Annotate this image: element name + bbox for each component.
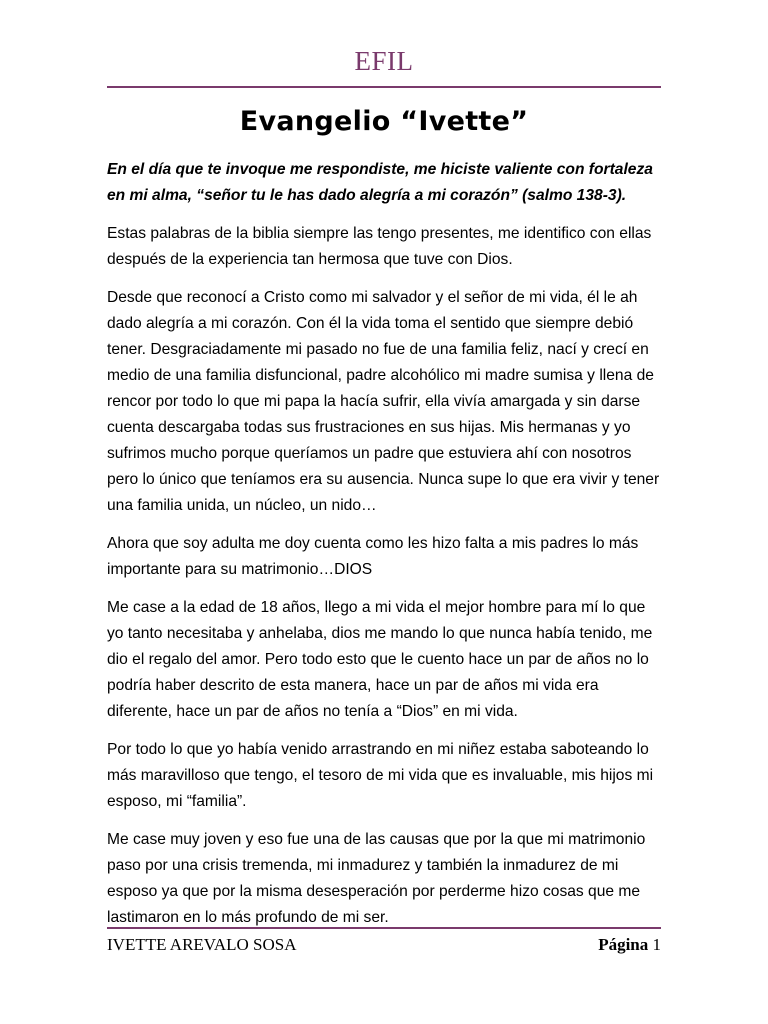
- document-body: [107, 157, 663, 943]
- footer-divider: [107, 927, 661, 929]
- page-label: Página: [598, 935, 649, 954]
- paragraph-5: Por todo lo que yo había venido arrastrando en mi niñez estaba saboteando lo más maravilloso que tengo, el tesoro de mi vida que es invaluable, mis hijos mi esposo, mi “familia”.: [107, 741, 654, 810]
- paragraph-6: Me case muy joven y eso fue una de las causas que por la que mi matrimonio paso por una crisis tremenda, mi inmadurez y también la inmadurez de mi esposo ya que por la misma desesperación por perderme hizo cosas que me lastimaron en lo más profundo de mi ser.: [107, 831, 646, 926]
- document-title: Evangelio “Ivette”: [239, 106, 529, 137]
- page-number: 1: [652, 935, 661, 954]
- footer-page-indicator: [598, 935, 661, 955]
- document-header-title: EFIL: [354, 46, 414, 76]
- footer-author: IVETTE AREVALO SOSA: [107, 935, 297, 954]
- paragraph-2: Desde que reconocí a Cristo como mi salvador y el señor de mi vida, él le ah dado alegría a mi corazón. Con él la vida toma el sentido que siempre debió tener. Desgraciadamente mi pasado no fue de una familia feliz, nací y crecí en medio de una familia disfuncional, padre alcohólico mi madre sumisa y llena de rencor por todo lo que mi papa la hacía sufrir, ella vivía amargada y sin darse cuenta descargaba todas sus frustraciones en sus hijas. Mis hermanas y yo sufrimos mucho porque queríamos un padre que estuviera ahí con nosotros pero lo único que teníamos era su ausencia. Nunca supe lo que era vivir y tener una familia unida, un núcleo, un nido…: [107, 289, 660, 514]
- paragraph-3: Ahora que soy adulta me doy cuenta como les hizo falta a mis padres lo más importante para su matrimonio…DIOS: [107, 535, 639, 578]
- paragraph-1: Estas palabras de la biblia siempre las tengo presentes, me identifico con ellas después de la experiencia tan hermosa que tuve con Dios.: [107, 225, 652, 268]
- paragraph-4: Me case a la edad de 18 años, llego a mi vida el mejor hombre para mí lo que yo tanto necesitaba y anhelaba, dios me mando lo que nunca había tenido, me dio el regalo del amor. Pero todo esto que le cuento hace un par de años no lo podría haber descrito de esta manera, hace un par de años mi vida era diferente, hace un par de años no tenía a “Dios” en mi vida.: [107, 599, 653, 720]
- header-divider: [107, 86, 661, 88]
- scripture-quote: En el día que te invoque me respondiste, me hiciste valiente con fortaleza en mi alma, “señor tu le has dado alegría a mi corazón” (salmo 138-3).: [107, 161, 653, 204]
